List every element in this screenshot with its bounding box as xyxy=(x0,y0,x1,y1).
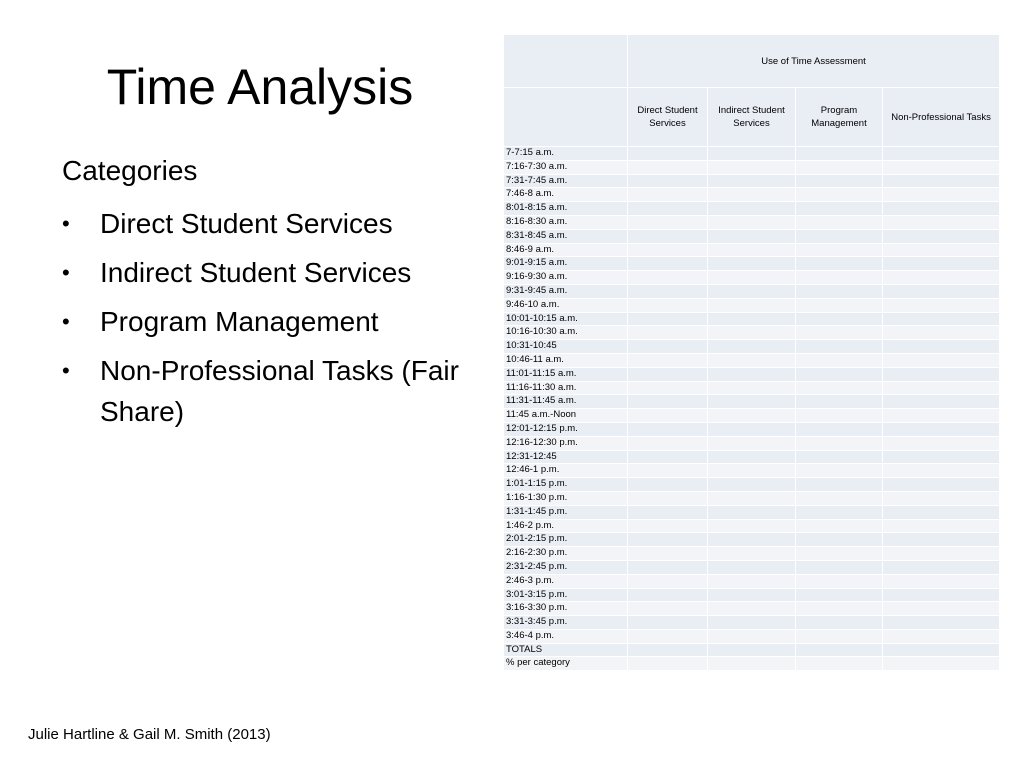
entry-cell xyxy=(708,202,796,216)
entry-cell xyxy=(708,547,796,561)
entry-cell xyxy=(628,147,708,161)
entry-cell xyxy=(883,478,1000,492)
entry-cell xyxy=(796,422,883,436)
table-corner-cell xyxy=(504,35,628,88)
entry-cell xyxy=(628,519,708,533)
entry-cell xyxy=(796,547,883,561)
entry-cell xyxy=(883,409,1000,423)
entry-cell xyxy=(708,478,796,492)
entry-cell xyxy=(628,464,708,478)
table-row xyxy=(504,616,1000,630)
bullet-icon: • xyxy=(62,211,70,236)
table-row xyxy=(504,464,1000,478)
entry-cell xyxy=(883,602,1000,616)
table-row xyxy=(504,188,1000,202)
entry-cell xyxy=(628,574,708,588)
entry-cell xyxy=(708,629,796,643)
entry-cell xyxy=(883,340,1000,354)
time-slot-label: 2:31-2:45 p.m. xyxy=(504,560,628,574)
entry-cell xyxy=(796,147,883,161)
category-label: Direct Student Services xyxy=(100,208,393,239)
entry-cell xyxy=(708,284,796,298)
entry-cell xyxy=(708,271,796,285)
table-row xyxy=(504,547,1000,561)
entry-cell xyxy=(883,588,1000,602)
entry-cell xyxy=(628,202,708,216)
table-body xyxy=(504,147,1000,671)
entry-cell xyxy=(628,491,708,505)
time-slot-label: 10:46-11 a.m. xyxy=(504,353,628,367)
entry-cell xyxy=(708,160,796,174)
time-slot-label: 3:31-3:45 p.m. xyxy=(504,616,628,630)
entry-cell xyxy=(883,422,1000,436)
entry-cell xyxy=(796,588,883,602)
entry-cell xyxy=(708,174,796,188)
entry-cell xyxy=(628,381,708,395)
entry-cell xyxy=(708,602,796,616)
entry-cell xyxy=(628,243,708,257)
entry-cell xyxy=(628,409,708,423)
entry-cell xyxy=(883,147,1000,161)
time-slot-label: 7:46-8 a.m. xyxy=(504,188,628,202)
entry-cell xyxy=(708,588,796,602)
entry-cell xyxy=(628,188,708,202)
category-item-indirect-student-services xyxy=(62,252,472,293)
entry-cell xyxy=(796,616,883,630)
table-row xyxy=(504,422,1000,436)
entry-cell xyxy=(883,505,1000,519)
entry-cell xyxy=(796,629,883,643)
time-slot-label: 10:31-10:45 xyxy=(504,340,628,354)
entry-cell xyxy=(708,450,796,464)
entry-cell xyxy=(883,547,1000,561)
entry-cell xyxy=(628,643,708,657)
entry-cell xyxy=(883,284,1000,298)
entry-cell xyxy=(628,657,708,671)
entry-cell xyxy=(796,298,883,312)
entry-cell xyxy=(883,616,1000,630)
table-row xyxy=(504,643,1000,657)
entry-cell xyxy=(883,450,1000,464)
entry-cell xyxy=(708,188,796,202)
entry-cell xyxy=(628,284,708,298)
column-header: Program Management xyxy=(796,88,883,147)
entry-cell xyxy=(796,643,883,657)
table-row xyxy=(504,629,1000,643)
table-row xyxy=(504,478,1000,492)
entry-cell xyxy=(883,229,1000,243)
entry-cell xyxy=(796,174,883,188)
time-slot-label: 7:31-7:45 a.m. xyxy=(504,174,628,188)
time-slot-label: 12:31-12:45 xyxy=(504,450,628,464)
time-slot-label: 9:46-10 a.m. xyxy=(504,298,628,312)
entry-cell xyxy=(883,367,1000,381)
entry-cell xyxy=(708,505,796,519)
entry-cell xyxy=(708,560,796,574)
citation: Julie Hartline & Gail M. Smith (2013) xyxy=(28,726,271,743)
time-slot-label: TOTALS xyxy=(504,643,628,657)
entry-cell xyxy=(796,367,883,381)
entry-cell xyxy=(628,174,708,188)
entry-cell xyxy=(708,422,796,436)
table-row xyxy=(504,160,1000,174)
time-slot-label: 2:01-2:15 p.m. xyxy=(504,533,628,547)
entry-cell xyxy=(628,298,708,312)
entry-cell xyxy=(796,202,883,216)
entry-cell xyxy=(628,215,708,229)
entry-cell xyxy=(708,574,796,588)
time-slot-label: 12:01-12:15 p.m. xyxy=(504,422,628,436)
time-slot-label: 7-7:15 a.m. xyxy=(504,147,628,161)
entry-cell xyxy=(796,602,883,616)
entry-cell xyxy=(883,202,1000,216)
entry-cell xyxy=(708,533,796,547)
entry-cell xyxy=(708,395,796,409)
table-row xyxy=(504,340,1000,354)
category-label: Program Management xyxy=(100,306,379,337)
entry-cell xyxy=(796,519,883,533)
entry-cell xyxy=(708,243,796,257)
time-slot-label: 10:16-10:30 a.m. xyxy=(504,326,628,340)
entry-cell xyxy=(796,326,883,340)
entry-cell xyxy=(883,657,1000,671)
table-row xyxy=(504,395,1000,409)
table-row xyxy=(504,243,1000,257)
entry-cell xyxy=(796,657,883,671)
time-slot-label: 8:01-8:15 a.m. xyxy=(504,202,628,216)
entry-cell xyxy=(796,491,883,505)
entry-cell xyxy=(628,505,708,519)
table-row xyxy=(504,491,1000,505)
table-row xyxy=(504,284,1000,298)
table-row xyxy=(504,519,1000,533)
entry-cell xyxy=(883,533,1000,547)
entry-cell xyxy=(796,215,883,229)
entry-cell xyxy=(796,436,883,450)
table-row xyxy=(504,326,1000,340)
entry-cell xyxy=(628,353,708,367)
entry-cell xyxy=(628,629,708,643)
entry-cell xyxy=(708,436,796,450)
time-slot-label: 3:16-3:30 p.m. xyxy=(504,602,628,616)
entry-cell xyxy=(628,367,708,381)
entry-cell xyxy=(628,478,708,492)
table-row xyxy=(504,602,1000,616)
entry-cell xyxy=(708,464,796,478)
entry-cell xyxy=(796,271,883,285)
time-slot-label: 11:45 a.m.-Noon xyxy=(504,409,628,423)
time-slot-label: 8:46-9 a.m. xyxy=(504,243,628,257)
entry-cell xyxy=(628,326,708,340)
entry-cell xyxy=(883,326,1000,340)
entry-cell xyxy=(796,284,883,298)
entry-cell xyxy=(796,478,883,492)
time-slot-label: 12:46-1 p.m. xyxy=(504,464,628,478)
entry-cell xyxy=(628,271,708,285)
entry-cell xyxy=(708,147,796,161)
entry-cell xyxy=(708,491,796,505)
entry-cell xyxy=(883,436,1000,450)
entry-cell xyxy=(628,533,708,547)
entry-cell xyxy=(796,395,883,409)
entry-cell xyxy=(796,464,883,478)
entry-cell xyxy=(883,271,1000,285)
entry-cell xyxy=(883,643,1000,657)
table-corner-cell xyxy=(504,88,628,147)
entry-cell xyxy=(883,519,1000,533)
time-slot-label: 9:16-9:30 a.m. xyxy=(504,271,628,285)
entry-cell xyxy=(708,257,796,271)
table-row xyxy=(504,312,1000,326)
table-row xyxy=(504,436,1000,450)
time-slot-label: 1:46-2 p.m. xyxy=(504,519,628,533)
time-slot-label: 1:01-1:15 p.m. xyxy=(504,478,628,492)
table-row xyxy=(504,367,1000,381)
time-slot-label: 9:01-9:15 a.m. xyxy=(504,257,628,271)
table-row xyxy=(504,588,1000,602)
entry-cell xyxy=(796,229,883,243)
entry-cell xyxy=(883,188,1000,202)
entry-cell xyxy=(628,616,708,630)
entry-cell xyxy=(708,409,796,423)
entry-cell xyxy=(708,367,796,381)
time-slot-label: 12:16-12:30 p.m. xyxy=(504,436,628,450)
entry-cell xyxy=(796,257,883,271)
column-header: Non-Professional Tasks xyxy=(883,88,1000,147)
entry-cell xyxy=(796,188,883,202)
entry-cell xyxy=(796,505,883,519)
entry-cell xyxy=(796,243,883,257)
time-slot-label: 11:01-11:15 a.m. xyxy=(504,367,628,381)
entry-cell xyxy=(796,450,883,464)
entry-cell xyxy=(708,353,796,367)
entry-cell xyxy=(883,243,1000,257)
entry-cell xyxy=(883,395,1000,409)
table-row xyxy=(504,174,1000,188)
table-row xyxy=(504,657,1000,671)
entry-cell xyxy=(628,422,708,436)
table-row xyxy=(504,533,1000,547)
bullet-icon: • xyxy=(62,260,70,285)
entry-cell xyxy=(628,395,708,409)
entry-cell xyxy=(628,312,708,326)
category-item-non-professional-tasks xyxy=(62,350,472,432)
category-label: Non-Professional Tasks (Fair Share) xyxy=(100,355,459,427)
time-slot-label: 1:16-1:30 p.m. xyxy=(504,491,628,505)
bullet-icon: • xyxy=(62,358,70,383)
use-of-time-table xyxy=(503,34,1000,671)
entry-cell xyxy=(883,312,1000,326)
time-slot-label: 10:01-10:15 a.m. xyxy=(504,312,628,326)
entry-cell xyxy=(883,353,1000,367)
entry-cell xyxy=(628,450,708,464)
column-header: Indirect Student Services xyxy=(708,88,796,147)
entry-cell xyxy=(883,160,1000,174)
slide-title: Time Analysis xyxy=(106,59,414,115)
column-header: Direct Student Services xyxy=(628,88,708,147)
entry-cell xyxy=(708,298,796,312)
entry-cell xyxy=(796,409,883,423)
table-row xyxy=(504,215,1000,229)
entry-cell xyxy=(883,464,1000,478)
entry-cell xyxy=(708,643,796,657)
entry-cell xyxy=(708,340,796,354)
entry-cell xyxy=(883,298,1000,312)
time-slot-label: 9:31-9:45 a.m. xyxy=(504,284,628,298)
table-row xyxy=(504,409,1000,423)
category-item-direct-student-services xyxy=(62,203,472,244)
category-item-program-management xyxy=(62,301,472,342)
table-header-row xyxy=(504,88,1000,147)
time-slot-label: 3:01-3:15 p.m. xyxy=(504,588,628,602)
entry-cell xyxy=(796,353,883,367)
time-slot-label: 2:16-2:30 p.m. xyxy=(504,547,628,561)
bullet-icon: • xyxy=(62,309,70,334)
category-label: Indirect Student Services xyxy=(100,257,412,288)
entry-cell xyxy=(796,340,883,354)
entry-cell xyxy=(883,215,1000,229)
entry-cell xyxy=(883,381,1000,395)
entry-cell xyxy=(796,381,883,395)
entry-cell xyxy=(796,560,883,574)
table-row xyxy=(504,560,1000,574)
time-slot-label: 2:46-3 p.m. xyxy=(504,574,628,588)
table-title: Use of Time Assessment xyxy=(628,35,1000,88)
entry-cell xyxy=(708,215,796,229)
entry-cell xyxy=(628,229,708,243)
categories-heading: Categories xyxy=(62,155,198,186)
entry-cell xyxy=(796,160,883,174)
table-row xyxy=(504,271,1000,285)
categories-list xyxy=(62,203,472,432)
time-slot-label: 11:16-11:30 a.m. xyxy=(504,381,628,395)
entry-cell xyxy=(628,602,708,616)
time-slot-label: 3:46-4 p.m. xyxy=(504,629,628,643)
table-row xyxy=(504,298,1000,312)
entry-cell xyxy=(628,340,708,354)
table-row xyxy=(504,257,1000,271)
table-row xyxy=(504,147,1000,161)
entry-cell xyxy=(628,160,708,174)
entry-cell xyxy=(796,533,883,547)
entry-cell xyxy=(628,257,708,271)
time-slot-label: 8:16-8:30 a.m. xyxy=(504,215,628,229)
entry-cell xyxy=(628,436,708,450)
entry-cell xyxy=(628,560,708,574)
entry-cell xyxy=(708,657,796,671)
entry-cell xyxy=(708,312,796,326)
entry-cell xyxy=(883,560,1000,574)
table-row xyxy=(504,574,1000,588)
entry-cell xyxy=(883,629,1000,643)
table-row xyxy=(504,450,1000,464)
entry-cell xyxy=(628,588,708,602)
time-slot-label: 11:31-11:45 a.m. xyxy=(504,395,628,409)
entry-cell xyxy=(883,174,1000,188)
time-slot-label: % per category xyxy=(504,657,628,671)
entry-cell xyxy=(708,326,796,340)
table-row xyxy=(504,381,1000,395)
table-row xyxy=(504,202,1000,216)
time-slot-label: 8:31-8:45 a.m. xyxy=(504,229,628,243)
entry-cell xyxy=(883,574,1000,588)
entry-cell xyxy=(708,519,796,533)
entry-cell xyxy=(796,574,883,588)
entry-cell xyxy=(628,547,708,561)
entry-cell xyxy=(883,491,1000,505)
entry-cell xyxy=(708,616,796,630)
entry-cell xyxy=(708,381,796,395)
time-slot-label: 1:31-1:45 p.m. xyxy=(504,505,628,519)
table-title-row xyxy=(504,35,1000,88)
entry-cell xyxy=(708,229,796,243)
time-slot-label: 7:16-7:30 a.m. xyxy=(504,160,628,174)
table-row xyxy=(504,505,1000,519)
table-row xyxy=(504,229,1000,243)
table-row xyxy=(504,353,1000,367)
entry-cell xyxy=(883,257,1000,271)
entry-cell xyxy=(796,312,883,326)
categories-panel xyxy=(62,154,472,440)
